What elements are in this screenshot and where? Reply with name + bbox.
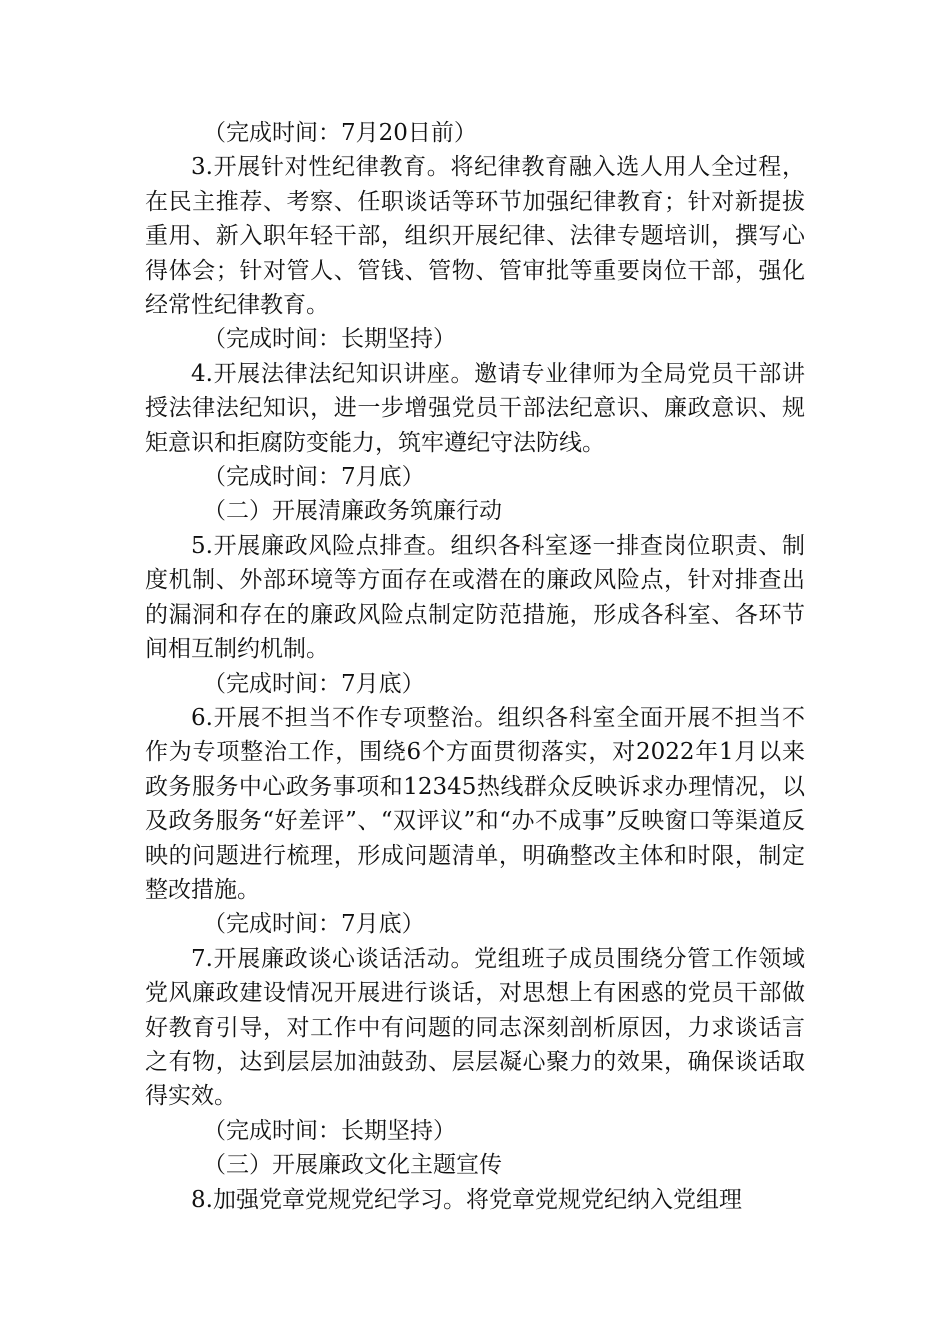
completion-time-note: （完成时间：7月20日前） <box>203 120 477 146</box>
task-item-3: 3.开展针对性纪律教育。将纪律教育融入选人用人全过程，在民主推荐、考察、任职谈话等环节加强纪律教育；针对新提拔重用、新入职年轻干部，组织开展纪律、法律专题培训，撰写心得体会；针对管人、管钱、管物、管审批等重要岗位干部，强化经常性纪律教育。 <box>145 154 805 319</box>
completion-time-note: （完成时间：7月底） <box>203 464 425 491</box>
section-heading-2: （二）开展清廉政务筑廉行动 <box>203 498 502 525</box>
section-heading-3: （三）开展廉政文化主题宣传 <box>203 1152 502 1179</box>
task-item-5: 5.开展廉政风险点排查。组织各科室逐一排查岗位职责、制度机制、外部环境等方面存在或潜在的廉政风险点，针对排查出的漏洞和存在的廉政风险点制定防范措施，形成各科室、各环节间相互制约机制。 <box>145 532 805 663</box>
completion-time-note: （完成时间：7月底） <box>203 911 425 938</box>
task-item-6: 6.开展不担当不作专项整治。组织各科室全面开展不担当不作为专项整治工作，围绕6个方面贯彻落实，对2022年1月以来政务服务中心政务事项和12345热线群众反映诉求办理情况，以及政务服务“好差评”、“双评议”和“办不成事”反映窗口等渠道反映的问题进行梳理，形成问题清单，明确整改主体和时限，制定整改措施。 <box>145 704 805 903</box>
completion-time-note: （完成时间：7月底） <box>203 670 425 697</box>
document-body <box>145 116 805 1217</box>
task-item-4: 4.开展法律法纪知识讲座。邀请专业律师为全局党员干部讲授法律法纪知识，进一步增强党员干部法纪意识、廉政意识、规矩意识和拒腐防变能力，筑牢遵纪守法防线。 <box>145 360 805 456</box>
task-item-7: 7.开展廉政谈心谈话活动。党组班子成员围绕分管工作领域党风廉政建设情况开展进行谈话，对思想上有困惑的党员干部做好教育引导，对工作中有问题的同志深刻剖析原因，力求谈话言之有物，达到层层加油鼓劲、层层凝心聚力的效果，确保谈话取得实效。 <box>145 945 805 1110</box>
completion-time-note: （完成时间：长期坚持） <box>203 1117 456 1144</box>
completion-time-note: （完成时间：长期坚持） <box>203 326 456 353</box>
task-item-8: 8.加强党章党规党纪学习。将党章党规党纪纳入党组理 <box>191 1186 742 1213</box>
